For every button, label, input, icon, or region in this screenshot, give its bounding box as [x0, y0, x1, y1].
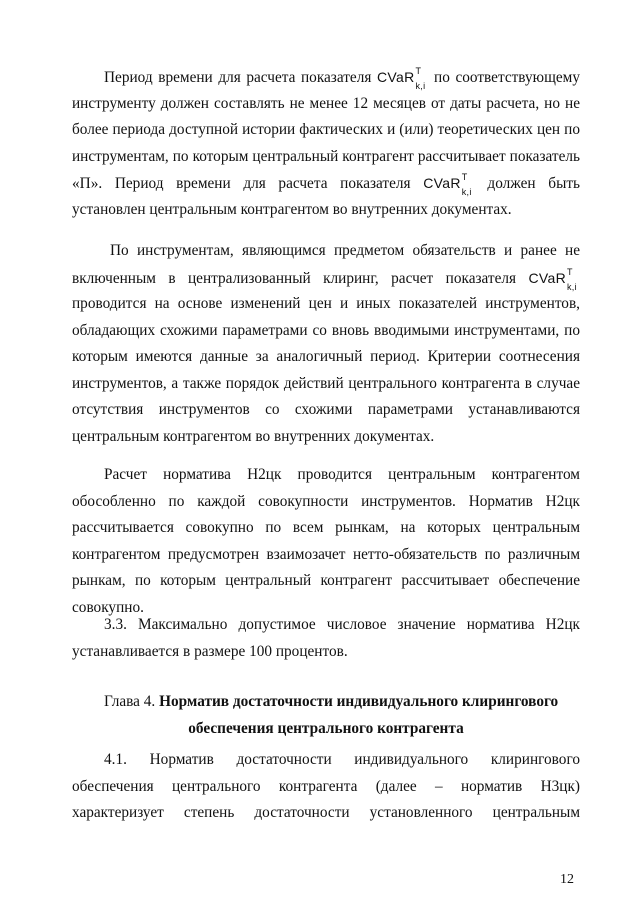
text-line: Период времени для расчета показателя CVaR T k,i по соответствующему — [104, 66, 580, 91]
chapter-title-line: Глава 4. Норматив достаточности индивидуального клирингового — [104, 693, 559, 710]
cvar-symbol: CVaR T k,i — [528, 266, 577, 292]
paragraph-3-3 — [72, 612, 580, 665]
paragraph-h2-calc — [72, 462, 580, 621]
text-line: которым имеются данные за аналогичный период. Критерии соотнесения — [72, 348, 580, 365]
text-line: инструментов, а также порядок действий центрального контрагента в случае — [72, 374, 580, 392]
paragraph-4-1 — [72, 747, 580, 827]
text-line: совокупно. — [72, 598, 144, 616]
cvar-symbol: CVaR T k,i — [423, 172, 472, 197]
text-line: 4.1. Норматив достаточности индивидуального клирингового — [104, 751, 580, 768]
paragraph-period — [72, 64, 580, 223]
text-line: установлен центральным контрагентом во внутренних документах. — [72, 200, 512, 218]
text-line: рассчитывается совокупно по всем рынкам, на которых центральным — [72, 519, 580, 536]
text-line: обособленно по каждой совокупности инструментов. Норматив Н2цк — [72, 492, 580, 510]
chapter-heading — [72, 689, 580, 742]
chapter-title-line: обеспечения центрального контрагента — [188, 719, 464, 737]
text-line: Расчет норматива Н2цк проводится центральным контрагентом — [104, 466, 580, 483]
text-line: «П». Период времени для расчета показателя CVaR T k,i должен быть — [72, 172, 581, 197]
text-line: 3.3. Максимально допустимое числовое значение норматива Н2цк — [104, 616, 580, 633]
text-line: обеспечения центрального контрагента (далее – норматив Н3цк) — [72, 777, 580, 795]
text-line: По инструментам, являющимся предметом обязательств и ранее не — [110, 242, 580, 259]
text-line: обладающих схожими параметрами со вновь вводимыми инструментами, по — [72, 321, 580, 339]
text-line: инструменту должен составлять не менее 12 месяцев от даты расчета, но не — [72, 94, 580, 112]
text-line: включенным в централизованный клиринг, расчет показателя CVaR T k,i — [72, 265, 580, 292]
text-line: характеризует степень достаточности установленного центральным — [72, 804, 580, 821]
text-line: более периода доступной истории фактических и (или) теоретических цен по — [72, 121, 580, 138]
text-line: проводится на основе изменений цен и иных показателей инструментов, — [72, 295, 580, 312]
text-line: отсутствия инструментов со схожими параметрами устанавливаются — [72, 401, 580, 418]
text-line: контрагентом предусмотрен взаимозачет нетто-обязательств по различным — [72, 545, 580, 563]
text-line: центральным контрагентом во внутренних документах. — [72, 427, 435, 445]
paragraph-new-instruments — [72, 238, 580, 450]
text-line: рынкам, по которым центральный контрагент рассчитывает обеспечение — [72, 572, 580, 589]
page-number: 12 — [560, 872, 574, 887]
cvar-symbol: CVaR T k,i — [376, 66, 426, 91]
text-line: устанавливается в размере 100 процентов. — [72, 642, 348, 660]
text-line: инструментам, по которым центральный контрагент рассчитывает показатель — [72, 147, 580, 165]
